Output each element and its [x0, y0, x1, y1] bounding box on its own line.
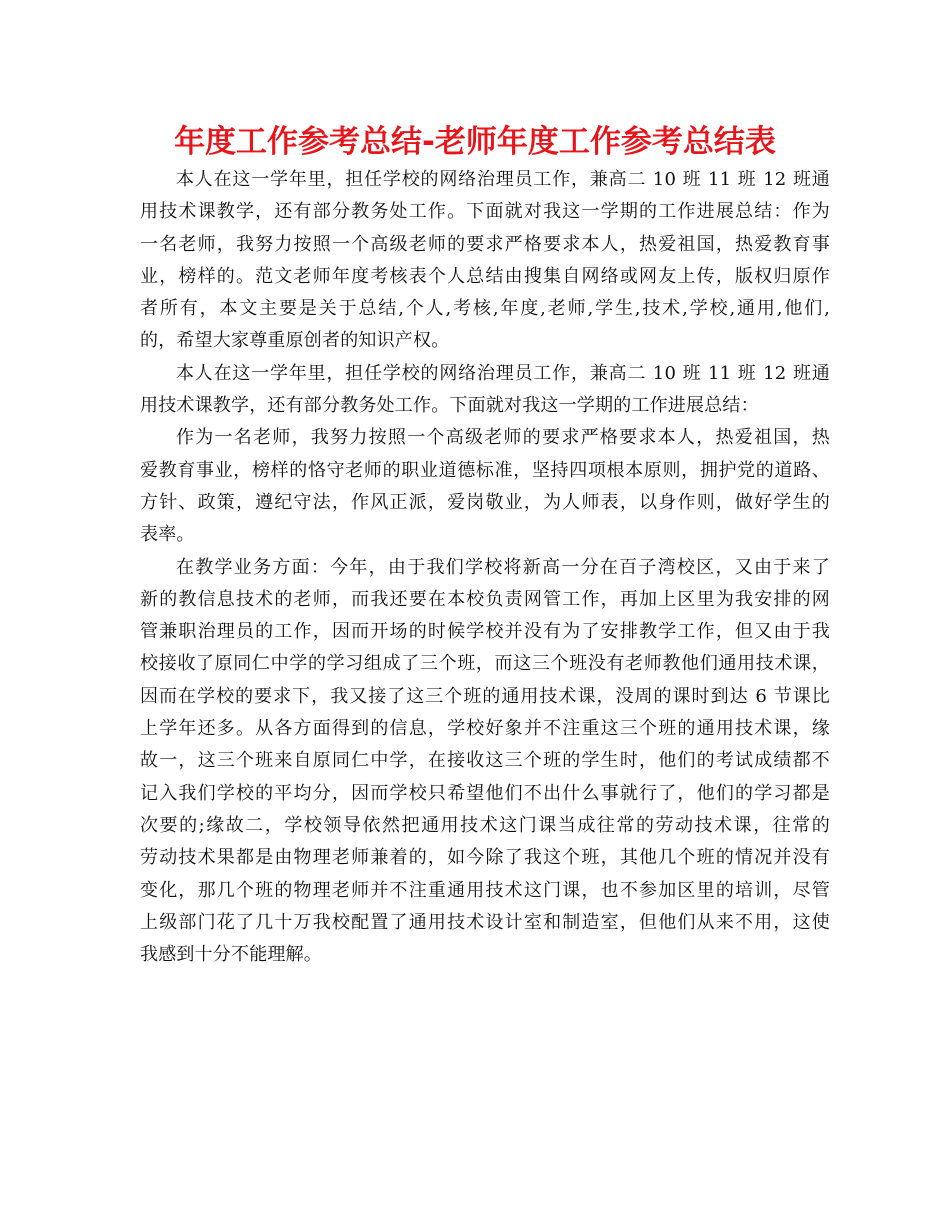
text-line: 作为一名老师，我努力按照一个高级老师的要求严格要求本人，热爱祖国，热 — [176, 427, 830, 449]
document-title: 年度工作参考总结-老师年度工作参考总结表 — [174, 124, 776, 160]
text-line: 的，希望大家尊重原创者的知识产权。 — [140, 330, 450, 352]
document-body — [140, 164, 830, 971]
text-line: 管兼职治理员的工作，因而开场的时候学校并没有为了安排教学工作，但又由于我 — [140, 621, 830, 643]
text-line: 爱教育事业，榜样的恪守老师的职业道德标准，坚持四项根本原则，拥护党的道路、 — [140, 459, 830, 481]
text-line: 因而在学校的要求下，我又接了这三个班的通用技术课，没周的课时到达 6 节课比 — [140, 685, 830, 707]
text-line: 一名老师，我努力按照一个高级老师的要求严格要求本人，热爱祖国，热爱教育事 — [140, 233, 830, 255]
text-line: 本人在这一学年里，担任学校的网络治理员工作，兼高二 10 班 11 班 12 班通 — [176, 169, 830, 190]
text-line: 上学年还多。从各方面得到的信息，学校好象并不注重这三个班的通用技术课，缘 — [140, 718, 830, 740]
text-line: 业，榜样的。范文老师年度考核表个人总结由搜集自网络或网友上传，版权归原作 — [140, 265, 830, 287]
text-line: 上级部门花了几十万我校配置了通用技术设计室和制造室，但他们从来不用，这使 — [140, 911, 830, 933]
text-line: 在教学业务方面：今年，由于我们学校将新高一分在百子湾校区，又由于来了 — [176, 556, 830, 578]
text-line: 本人在这一学年里，担任学校的网络治理员工作，兼高二 10 班 11 班 12 班通 — [176, 362, 830, 384]
text-line: 故一，这三个班来自原同仁中学，在接收这三个班的学生时，他们的考试成绩都不 — [140, 750, 830, 772]
text-line: 新的教信息技术的老师，而我还要在本校负责网管工作，再加上区里为我安排的网 — [140, 588, 830, 610]
paragraph-4 — [140, 552, 830, 972]
text-line: 我感到十分不能理解。 — [140, 944, 322, 966]
text-line: 方针、政策，遵纪守法，作风正派，爱岗敬业，为人师表，以身作则，做好学生的 — [140, 491, 830, 513]
text-line: 记入我们学校的平均分，因而学校只希望他们不出什么事就行了，他们的学习都是 — [140, 782, 830, 804]
paragraph-2 — [140, 358, 830, 423]
text-line: 表率。 — [140, 524, 195, 546]
paragraph-3 — [140, 422, 830, 551]
text-line: 用技术课教学，还有部分教务处工作。下面就对我这一学期的工作进展总结： — [140, 395, 759, 417]
text-line: 变化，那几个班的物理老师并不注重通用技术这门课，也不参加区里的培训，尽管 — [140, 879, 830, 901]
text-line: 劳动技术果都是由物理老师兼着的，如今除了我这个班，其他几个班的情况并没有 — [140, 847, 830, 869]
text-line: 用技术课教学，还有部分教务处工作。下面就对我这一学期的工作进展总结：作为 — [140, 201, 830, 223]
text-line: 次要的;缘故二，学校领导依然把通用技术这门课当成往常的劳动技术课，往常的 — [140, 814, 830, 836]
text-line: 校接收了原同仁中学的学习组成了三个班，而这三个班没有老师教他们通用技术课， — [140, 653, 830, 675]
paragraph-1 — [140, 164, 830, 358]
text-line: 者所有，本文主要是关于总结,个人,考核,年度,老师,学生,技术,学校,通用,他们, — [140, 298, 830, 320]
